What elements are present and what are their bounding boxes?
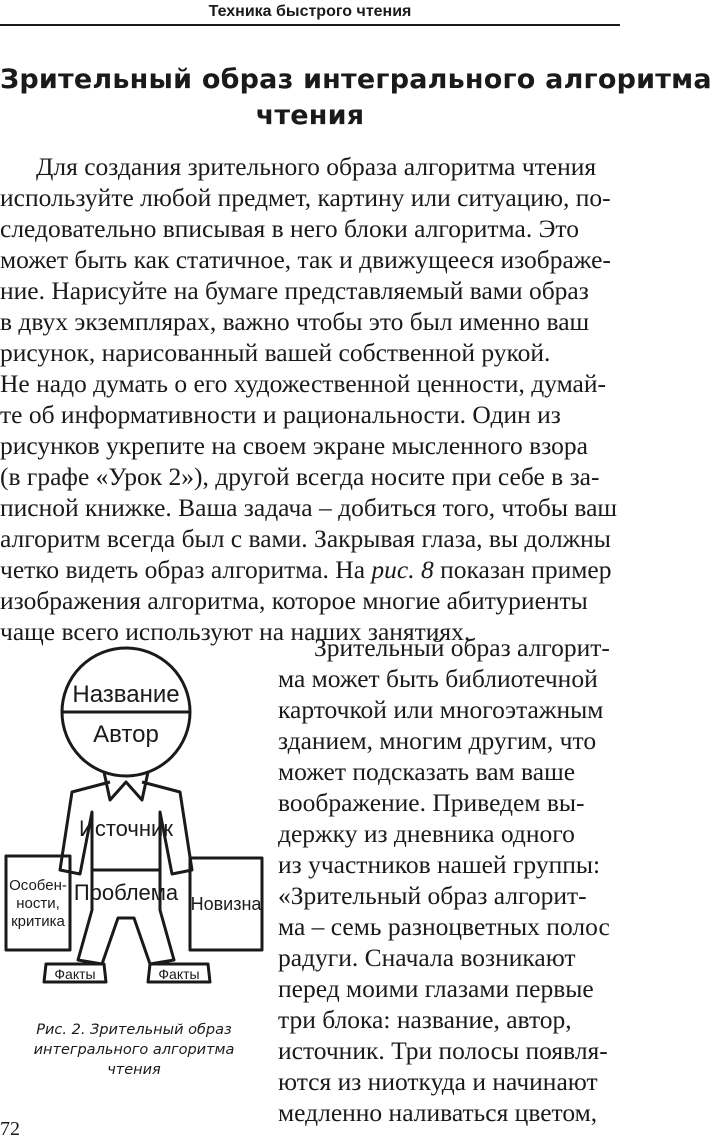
text-line: рисунков укрепите на своем экране мысленного взора <box>0 431 588 460</box>
text-line: используйте любой предмет, картину или ситуацию, по- <box>0 183 611 212</box>
figure-label-source: Источник <box>79 816 173 841</box>
caption-line: чтения <box>107 1062 161 1078</box>
text-line: Для создания зрительного образа алгоритма чтения <box>36 152 597 181</box>
text-fragment: четко видеть образ алгоритма. На <box>0 555 372 584</box>
text-line: радуги. Сначала возникают <box>278 943 576 972</box>
text-line: рисунок, нарисованный вашей собственной рукой. <box>0 338 551 367</box>
header-rule <box>0 24 620 26</box>
text-fragment: показан пример <box>433 555 612 584</box>
text-line: из участников нашей группы: <box>278 850 601 879</box>
text-line: Зрительный образ алгорит- <box>314 633 610 662</box>
section-title <box>0 62 712 134</box>
page-number: 72 <box>0 1118 20 1140</box>
figure-label-features: ности, <box>16 895 60 912</box>
figure-body <box>60 782 192 964</box>
text-line: три блока: название, автор, <box>278 1005 572 1034</box>
caption-line: Рис. 2. Зрительный образ <box>36 1022 232 1038</box>
text-line: зданием, многим другим, что <box>278 726 597 755</box>
running-header-title: Техника быстрого чтения <box>208 3 412 20</box>
figure-label-title: Название <box>72 681 180 708</box>
paragraph-intro <box>0 151 618 647</box>
caption-line: интегрального алгоритма <box>33 1042 235 1058</box>
text-line: карточкой или многоэтажным <box>278 695 604 724</box>
text-line <box>0 554 612 585</box>
figure-label-features: Особен- <box>9 877 67 894</box>
figure-label-problem: Проблема <box>73 880 179 905</box>
text-line: ма может быть библиотечной <box>278 664 598 693</box>
text-line: изображения алгоритма, которое многие абитуриенты <box>0 586 588 615</box>
text-line: те об информативности и рациональности. Один из <box>0 400 561 429</box>
text-line: писной книжке. Ваша задача – добиться того, чтобы ваш <box>0 493 618 522</box>
text-line: следовательно вписывая в него блоки алгоритма. Это <box>0 214 579 243</box>
text-line: источник. Три полосы появля- <box>278 1036 608 1065</box>
figure-label-novelty: Новизна <box>190 894 262 914</box>
figure-label-features: критика <box>11 913 65 930</box>
running-header <box>0 0 620 28</box>
text-line: перед моими глазами первые <box>278 974 594 1003</box>
text-line: может быть как статичное, так и движущееся изображе- <box>0 245 611 274</box>
text-line: (в графе «Урок 2»), другой всегда носите при себе в за- <box>0 462 600 491</box>
text-line: чаще всего используют на наших занятиях. <box>0 617 471 646</box>
text-line: в двух экземплярах, важно чтобы это был именно ваш <box>0 307 590 336</box>
figure-label-facts-right: Факты <box>158 966 200 982</box>
algorithm-figure <box>0 642 268 1002</box>
figure-label-facts-left: Факты <box>54 966 96 982</box>
section-title-line: Зрительный образ интегрального алгоритма <box>0 64 712 95</box>
figure-caption <box>0 1020 268 1080</box>
text-line: ние. Нарисуйте на бумаге представляемый вами образ <box>0 276 589 305</box>
figure-reference: рис. 8 <box>371 555 434 584</box>
text-line: воображение. Приведем вы- <box>278 788 585 817</box>
text-line: «Зрительный образ алгорит- <box>278 881 587 910</box>
text-line: может подсказать вам ваше <box>278 757 576 786</box>
text-line: держку из дневника одного <box>278 819 575 848</box>
figure-label-author: Автор <box>93 721 159 748</box>
paragraph-example <box>278 632 618 1128</box>
section-title-line: чтения <box>255 100 365 131</box>
text-line: Не надо думать о его художественной ценности, думай- <box>0 369 607 398</box>
text-line: ются из ниоткуда и начинают <box>278 1067 598 1096</box>
text-line: медленно наливаться цветом, <box>278 1098 598 1127</box>
text-line: ма – семь разноцветных полос <box>278 912 610 941</box>
text-line: алгоритм всегда был с вами. Закрывая глаза, вы должны <box>0 524 611 553</box>
